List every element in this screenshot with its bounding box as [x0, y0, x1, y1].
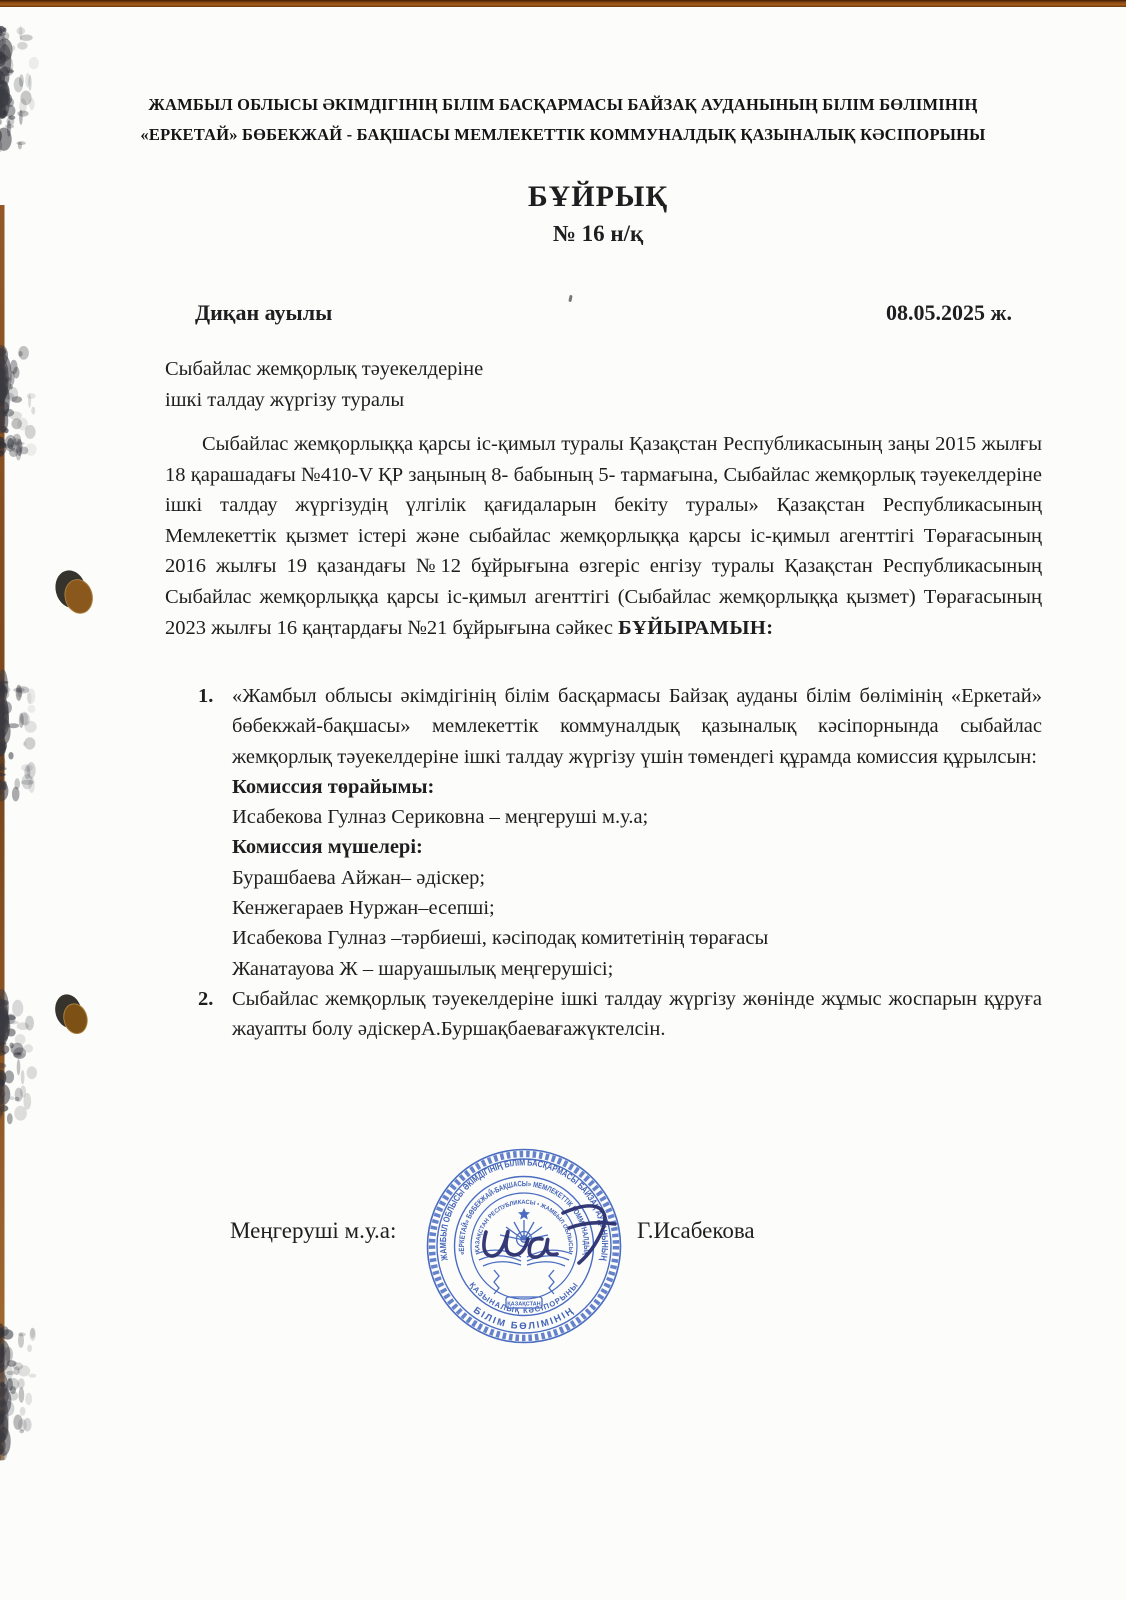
commission-list — [232, 772, 1042, 984]
stamp-inner-bottom-text: ҚАЗЫНАЛЫҚ КӘСІПОРЫНЫ — [467, 1280, 581, 1315]
svg-text:ҚАЗАҚСТАН РЕСПУБЛИКАСЫ • ЖАМБЫ — [475, 1200, 573, 1253]
scan-top-edge-bar — [0, 0, 1126, 7]
commission-member: Исабекова Гулназ –тәрбиеші, кәсіподақ комитетінің төрағасы — [232, 927, 769, 950]
binding-edge-strip — [0, 205, 5, 1460]
svg-text:ҚАЗЫНАЛЫҚ КӘСІПОРЫНЫ — [468, 1280, 581, 1315]
star-icon — [518, 1208, 530, 1220]
official-stamp — [418, 1140, 633, 1352]
preamble-paragraph — [165, 429, 1042, 643]
place-date-row — [195, 300, 1012, 326]
svg-text:«ЕРКЕТАЙ» БӨБЕКЖАЙ-БАҚШАСЫ» МЕ — [457, 1179, 591, 1256]
commission-chair-label: Комиссия төрайымы: — [232, 775, 435, 798]
signature-role: Меңгеруші м.у.а: — [230, 1218, 397, 1243]
stamp-outer-bottom-text: БІЛІМ БӨЛІМІНІҢ — [471, 1304, 577, 1332]
document-number: № 16 н/қ — [552, 221, 644, 246]
signature-name: Г.Исабекова — [637, 1218, 755, 1243]
binding-smudges — [0, 26, 39, 1461]
emblem-shanyrak — [517, 1232, 532, 1247]
commission-member: Кенжегараев Нуржан–есепші; — [232, 897, 495, 920]
order-item-2 — [198, 984, 1042, 1045]
place-label: Диқан ауылы — [195, 300, 333, 325]
emblem-wings — [476, 1250, 572, 1266]
svg-text:БІЛІМ БӨЛІМІНІҢ — [471, 1305, 577, 1332]
stamp-inner-top-text: «ЕРКЕТАЙ» БӨБЕКЖАЙ-БАҚШАСЫ» МЕМЛЕКЕТТІК КОММУНАЛДЫҚ — [456, 1179, 592, 1257]
item-2-number: 2. — [198, 987, 214, 1010]
stamp-emblem — [476, 1208, 572, 1308]
item-1-text: «Жамбыл облысы әкімдігінің білім басқармасы Байзақ ауданы білім бөлімінің «Еркетай» бөбекжай-бақшасы» мемлекеттік коммуналдық қазыналық кәсіпорнында сыбайлас жемқорлық тәуекелдеріне ішкі талдау жүргізу үшін төмендегі құрамда комиссия құрылсын: — [232, 685, 1042, 768]
stamp-banner-text: ҚАЗАҚСТАН — [507, 1301, 541, 1308]
order-word: БҰЙЫРАМЫН: — [618, 616, 774, 639]
organization-name-line2: «ЕРКЕТАЙ» БӨБЕКЖАЙ - БАҚШАСЫ МЕМЛЕКЕТТІК КОММУНАЛДЫҚ ҚАЗЫНАЛЫҚ КӘСІПОРЫНЫ — [140, 125, 986, 144]
order-item-1 — [198, 681, 1042, 984]
item-2-text: Сыбайлас жемқорлық тәуекелдеріне ішкі талдау жүргізу жөнінде жұмыс жоспарын құруға жауапты болу әдіскерА.Буршақбаевағажүктелсін. — [232, 987, 1042, 1041]
preamble-text: Сыбайлас жемқорлыққа қарсы іс-қимыл туралы Қазақстан Республикасының заңы 2015 жылғы 18 қарашадағы №410-V ҚР заңының 8- бабының 5- тармағына, Сыбайлас жемқорлық тәуекелдеріне ішкі талдау жүргізудің үлгілік қағидаларын бекіту туралы» Қазақстан Республикасының Мемлекеттік қызмет істері және сыбайлас жемқорлыққа қарсы іс-қимыл агенттігі Төрағасының 2016 жылғы 19 қазандағы №12 бұйрығына өзгеріс енгізу туралы Қазақстан Республикасының Сыбайлас жемқорлыққа қарсы іс-қимыл агенттігі (Сыбайлас жемқорлыққа қызмет) Төрағасының 2023 жылғы 16 қаңтардағы №21 бұйрығына сәйкес — [165, 433, 1042, 639]
punch-hole-top — [52, 566, 96, 618]
stamp-outer-top-text: ЖАМБЫЛ ОБЛЫСЫ ӘКІМДІГІНІҢ БІЛІМ БАСҚАРМАСЫ БАЙЗАҚ АУДАНЫНЫҢ — [437, 1157, 611, 1263]
subject-line2: ішкі талдау жүргізу туралы — [165, 388, 405, 411]
organization-header — [108, 90, 1018, 150]
date-label: 08.05.2025 ж. — [886, 300, 1012, 325]
stamp-center-ring-text: ҚАЗАҚСТАН РЕСПУБЛИКАСЫ • ЖАМБЫЛ ОБЛЫСЫ — [474, 1199, 574, 1253]
commission-member: Бурашбаева Айжан– әдіскер; — [232, 866, 486, 889]
subject-block — [165, 354, 685, 415]
commission-members-label: Комиссия мүшелері: — [232, 836, 423, 859]
commission-member: Жанатауова Ж – шаруашылық меңгерушісі; — [232, 957, 614, 980]
commission-chair: Исабекова Гулназ Сериковна – меңгеруші м.у.а; — [232, 806, 649, 829]
organization-name-line1: ЖАМБЫЛ ОБЛЫСЫ ӘКІМДІГІНІҢ БІЛІМ БАСҚАРМАСЫ БАЙЗАҚ АУДАНЫНЫҢ БІЛІМ БӨЛІМІНІҢ — [148, 95, 978, 114]
item-1-number: 1. — [198, 685, 214, 707]
document-title: БҰЙРЫҚ — [527, 180, 669, 213]
emblem-rays — [500, 1220, 548, 1240]
order-items — [198, 681, 1042, 1045]
punch-hole-bottom — [52, 991, 91, 1038]
subject-line1: Сыбайлас жемқорлық тәуекелдеріне — [165, 358, 484, 380]
emblem-ornaments — [494, 1270, 554, 1294]
stamp-graphic — [428, 1150, 621, 1343]
svg-text:ЖАМБЫЛ ОБЛЫСЫ ӘКІМДІГІНІҢ БІЛІ — [438, 1157, 610, 1262]
emblem-banner — [506, 1297, 542, 1308]
handwritten-signature — [484, 1206, 615, 1263]
